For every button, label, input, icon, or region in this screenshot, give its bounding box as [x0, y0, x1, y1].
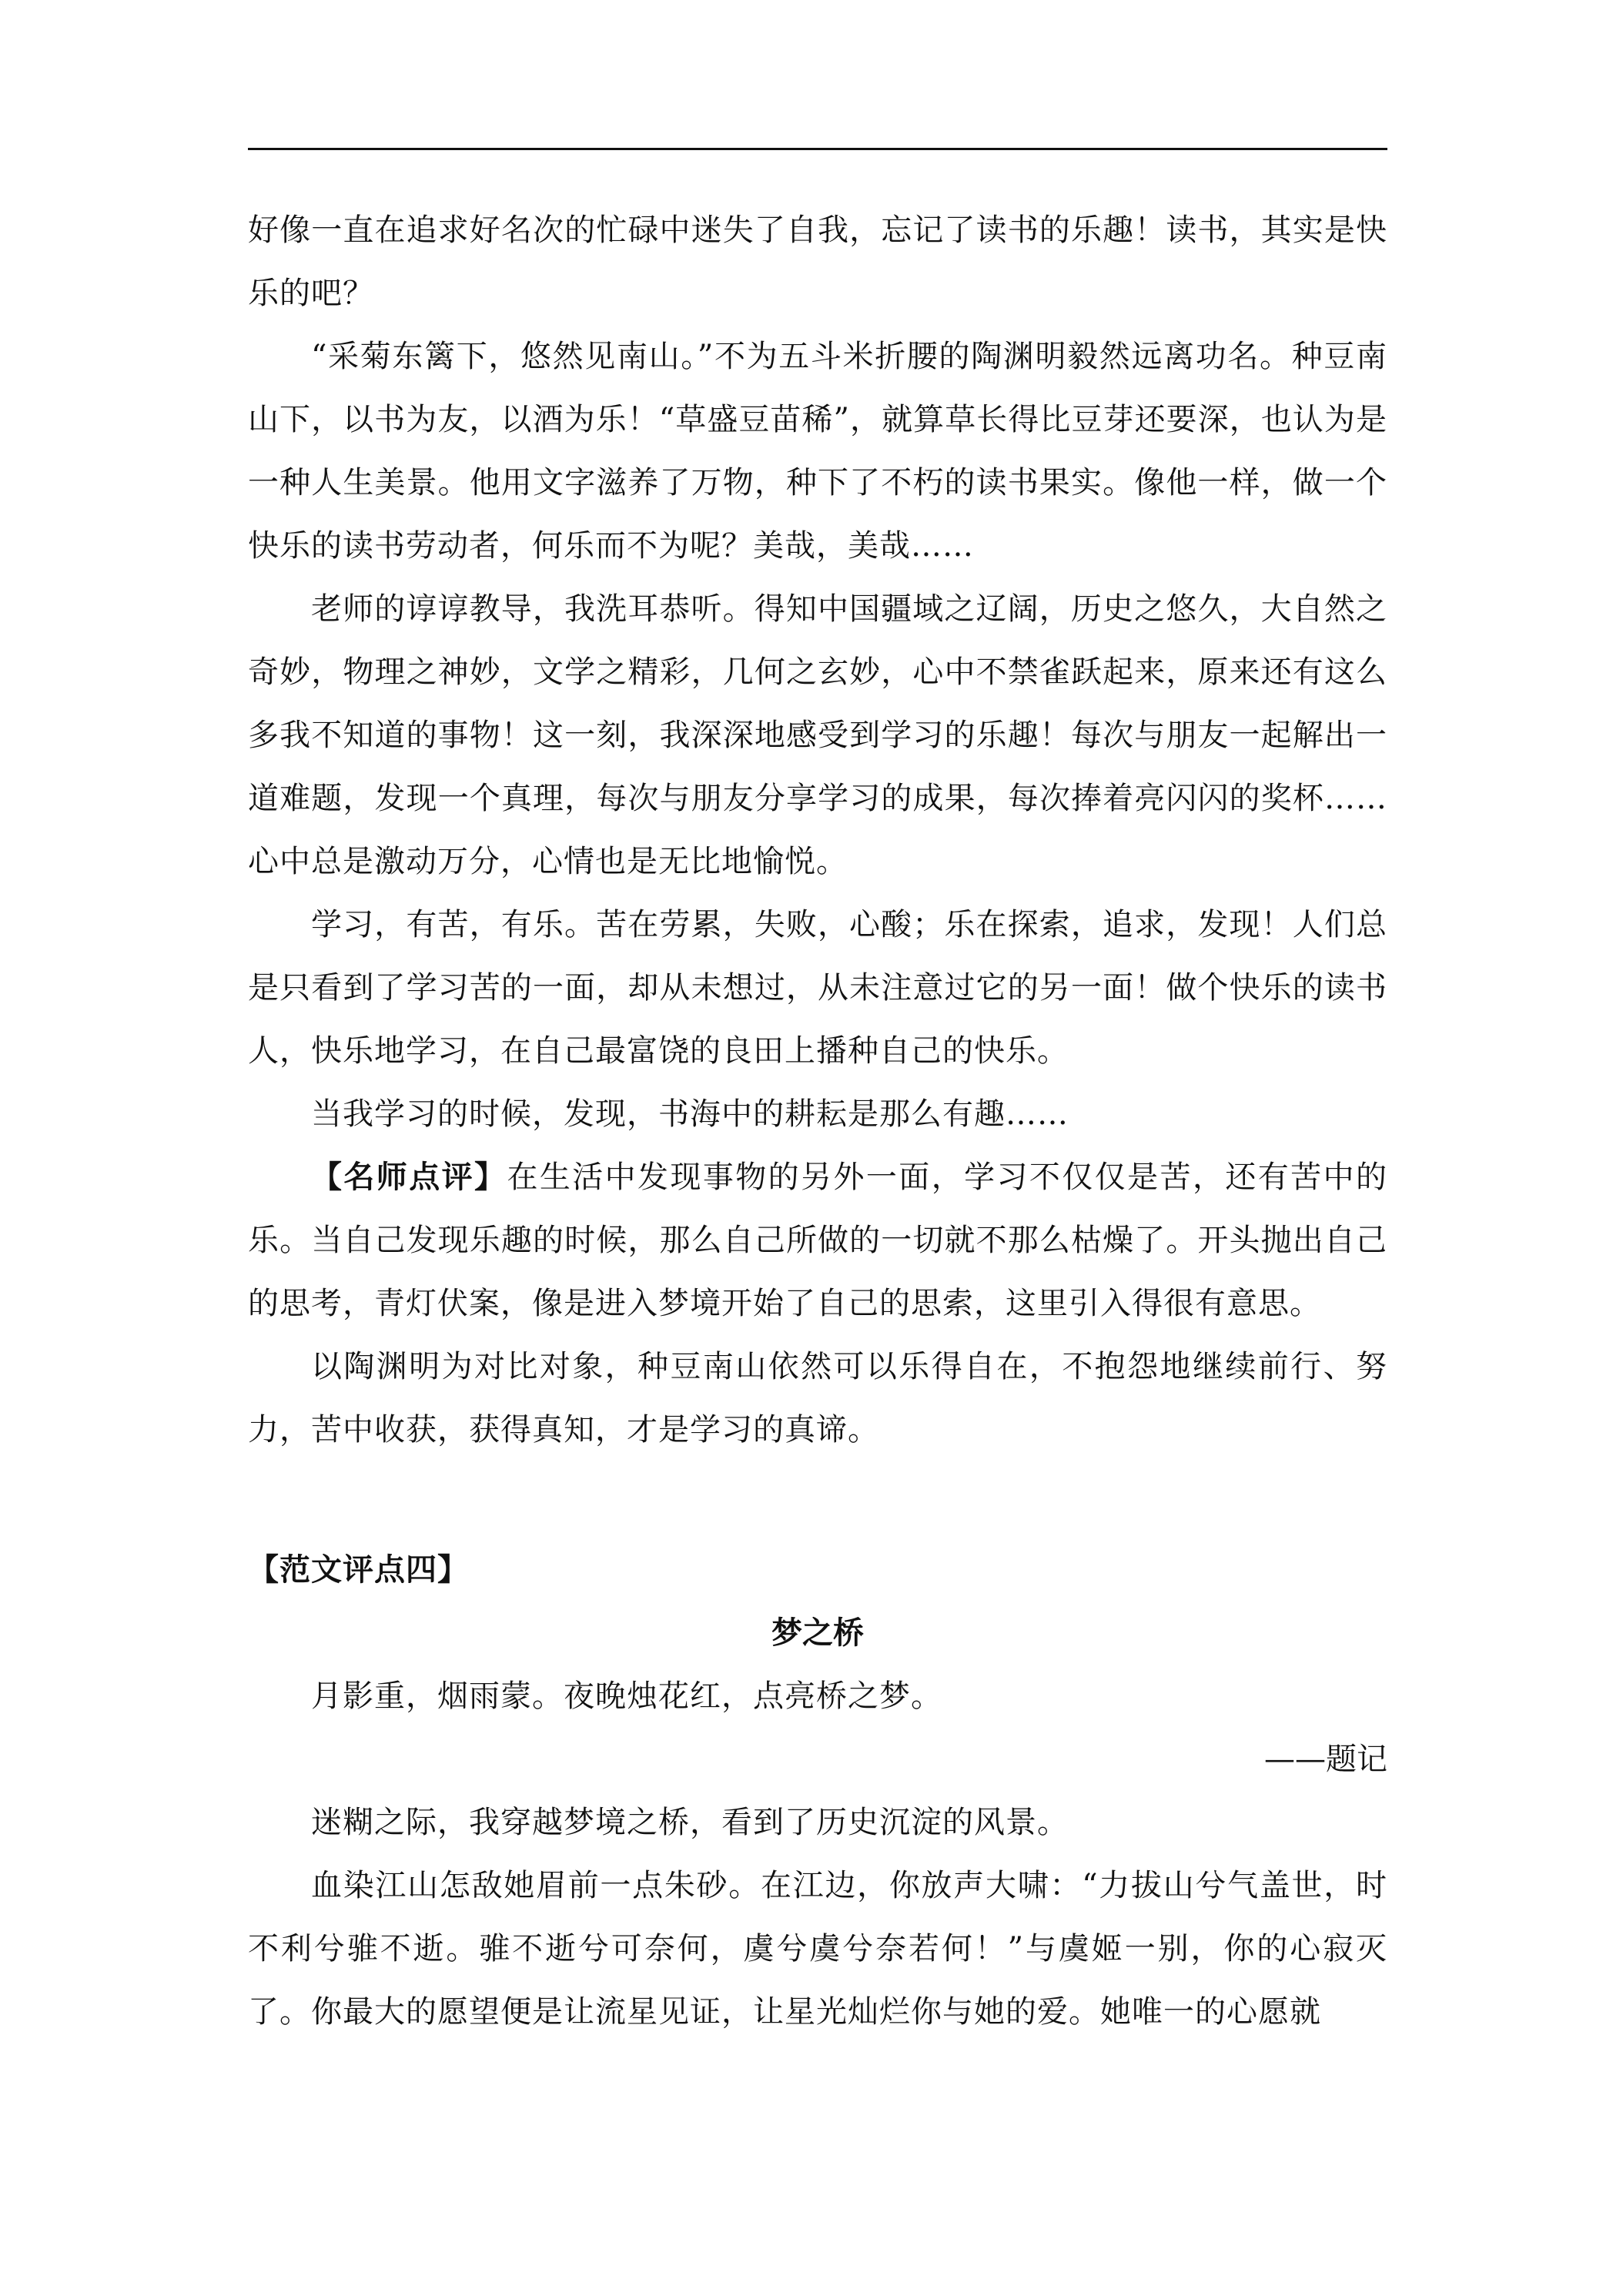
teacher-comment-continued: 以陶渊明为对比对象，种豆南山依然可以乐得自在，不抱怨地继续前行、努力，苦中收获，获得真知，才是学习的真谛。 — [248, 1349, 1387, 1448]
paragraph: “采菊东篱下，悠然见南山。”不为五斗米折腰的陶渊明毅然远离功名。种豆南山下，以书为友，以酒为乐！“草盛豆苗稀”，就算草长得比豆芽还要深，也认为是一种人生美景。他用文字滋养了万物，种下了不朽的读书果实。像他一样，做一个快乐的读书劳动者，何乐而不为呢？美哉，美哉…… — [248, 339, 1387, 564]
paragraph: 学习，有苦，有乐。苦在劳累，失败，心酸；乐在探索，追求，发现！人们总是只看到了学习苦的一面，却从未想过，从未注意过它的另一面！做个快乐的读书人，快乐地学习，在自己最富饶的良田上播种自己的快乐。 — [248, 907, 1387, 1069]
paragraph: 老师的谆谆教导，我洗耳恭听。得知中国疆域之辽阔，历史之悠久，大自然之奇妙，物理之神妙，文学之精彩，几何之玄妙，心中不禁雀跃起来，原来还有这么多我不知道的事物！这一刻，我深深地感受到学习的乐趣！每次与朋友一起解出一道难题，发现一个真理，每次与朋友分享学习的成果，每次捧着亮闪闪的奖杯……心中总是激动万分，心情也是无比地愉悦。 — [248, 591, 1387, 879]
essay-continuation — [248, 199, 1387, 1461]
paragraph: 当我学习的时候，发现，书海中的耕耘是那么有趣…… — [311, 1096, 1069, 1132]
paragraph: 好像一直在追求好名次的忙碌中迷失了自我，忘记了读书的乐趣！读书，其实是快乐的吧？ — [248, 213, 1387, 311]
essay-title: 梦之桥 — [771, 1615, 864, 1651]
comment-label: 【名师点评】 — [311, 1160, 507, 1195]
comment-text: 在生活中发现事物的另外一面，学习不仅仅是苦，还有苦中的乐。当自己发现乐趣的时候，那么自己所做的一切就不那么枯燥了。开头抛出自己的思考，青灯伏案，像是进入梦境开始了自己的思索，这里引入得很有意思。 — [248, 1160, 1387, 1321]
section-heading: 【范文评点四】 — [248, 1552, 469, 1588]
header-rule — [248, 148, 1387, 150]
paragraph: 迷糊之际，我穿越梦境之桥，看到了历史沉淀的风景。 — [311, 1805, 1069, 1840]
teacher-comment — [248, 1146, 1387, 1335]
epigraph: 月影重，烟雨蒙。夜晚烛花红，点亮桥之梦。 — [311, 1678, 942, 1714]
epigraph-signature: ——题记 — [1264, 1742, 1387, 1777]
paragraph: 血染江山怎敌她眉前一点朱砂。在江边，你放声大啸：“力拔山兮气盖世，时不利兮骓不逝。骓不逝兮可奈何，虞兮虞兮奈若何！”与虞姬一别，你的心寂灭了。你最大的愿望便是让流星见证，让星光灿烂你与她的爱。她唯一的心愿就 — [248, 1868, 1387, 2030]
essay-four — [248, 1538, 1387, 2043]
